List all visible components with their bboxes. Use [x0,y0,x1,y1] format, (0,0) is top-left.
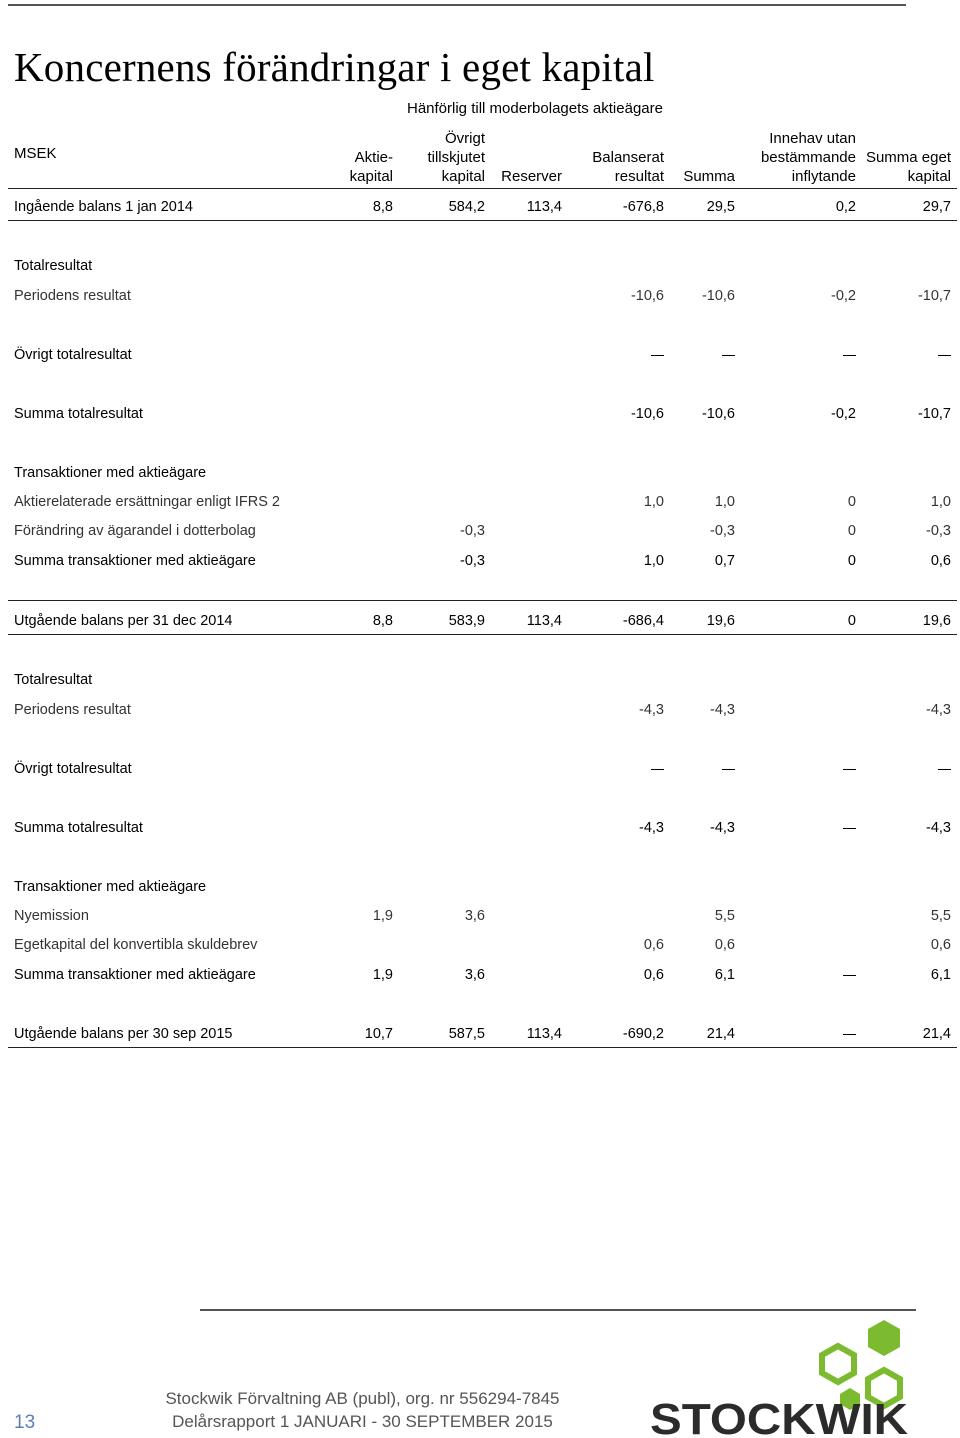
table-row [0,199,960,221]
row-label: Utgående balans per 30 sep 2015 [14,1026,233,1042]
table-rule [8,634,957,635]
table-cell: -10,6 [630,288,664,304]
table-cell: 19,6 [706,613,735,629]
col-header-msek [14,144,57,163]
row-label: Aktierelaterade ersättningar enligt IFRS 2 [14,494,280,510]
table-cell: 19,6 [922,613,951,629]
row-label: Summa transaktioner med aktieägare [14,553,256,569]
dash-mark [938,355,951,356]
dash-mark [651,355,664,356]
table-cell: 0 [847,523,856,539]
table-rule [8,1047,957,1048]
row-label: Totalresultat [14,258,93,274]
col-header-line: Summa [683,168,735,185]
dash-cell [722,347,735,363]
stockwik-logo [650,1316,912,1438]
col-header-line: kapital [349,168,393,185]
table-rule [8,220,957,221]
table-cell: 3,6 [464,967,485,983]
table-row [0,820,960,842]
table-row [0,967,960,989]
table-cell: -10,7 [917,288,951,304]
col-header-line: Övrigt [444,130,485,147]
dash-mark [843,828,856,829]
table-cell: 0,6 [930,553,951,569]
dash-cell [722,761,735,777]
table-cell: 29,7 [922,199,951,215]
table-row [0,406,960,428]
table-row [0,288,960,310]
col-header-line: Innehav utan [769,130,856,147]
table-cell: 3,6 [464,908,485,924]
row-label: Totalresultat [14,672,93,688]
table-cell: 113,4 [526,199,562,215]
table-cell: 0 [847,613,856,629]
table-cell: 1,0 [643,494,664,510]
col-header-line: inflytande [791,168,856,185]
row-label: Egetkapital del konvertibla skuldebrev [14,937,258,953]
table-cell: -10,6 [701,288,735,304]
table-cell: -676,8 [622,199,664,215]
table-cell: -10,7 [917,406,951,422]
table-cell: -0,3 [460,523,485,539]
row-label: Förändring av ägarandel i dotterbolag [14,523,256,539]
row-label: Periodens resultat [14,702,131,718]
col-header-line: Reserver [501,168,562,185]
col-header-innehav [761,129,856,186]
table-cell: 5,5 [930,908,951,924]
table-cell: 5,5 [714,908,735,924]
table-cell: 10,7 [364,1026,393,1042]
table-cell: 8,8 [372,613,393,629]
table-cell: 8,8 [372,199,393,215]
dash-cell [843,1026,856,1042]
table-cell: -4,3 [639,702,664,718]
table-cell: 1,0 [930,494,951,510]
table-cell: 21,4 [922,1026,951,1042]
table-cell: -4,3 [926,702,951,718]
dash-mark [722,769,735,770]
footer-report: Delårsrapport 1 JANUARI - 30 SEPTEMBER 2015 [172,1412,553,1431]
table-cell: 0,7 [714,553,735,569]
dash-mark [843,975,856,976]
table-row [0,347,960,369]
col-header-line: Balanserat [592,149,664,166]
row-label: Övrigt totalresultat [14,347,132,363]
table-row [0,258,960,280]
logo-hexagon [822,1346,854,1382]
table-row [0,465,960,487]
row-label: Utgående balans per 31 dec 2014 [14,613,233,629]
dash-mark [938,769,951,770]
table-row [0,1026,960,1048]
table-cell: 584,2 [448,199,485,215]
table-row [0,937,960,959]
col-header-line: kapital [907,168,951,185]
table-row [0,494,960,516]
table-cell: -4,3 [926,820,951,836]
col-header-ovrigt [427,129,485,186]
table-cell: 113,4 [526,1026,562,1042]
table-cell: 583,9 [448,613,485,629]
col-header-summa [683,167,735,186]
dash-cell [938,347,951,363]
table-cell: -4,3 [639,820,664,836]
dash-mark [722,355,735,356]
table-cell: -10,6 [701,406,735,422]
table-cell: -4,3 [710,820,735,836]
dash-mark [843,1034,856,1035]
table-row [0,702,960,724]
footer-rule [200,1309,916,1311]
col-header-line: resultat [614,168,664,185]
table-row [0,672,960,694]
row-label: Transaktioner med aktieägare [14,879,207,895]
table-cell: -4,3 [710,702,735,718]
col-header-line: bestämmande [760,149,856,166]
table-cell: 6,1 [930,967,951,983]
dash-cell [843,820,856,836]
dash-cell [843,967,856,983]
table-cell: 1,9 [372,967,393,983]
dash-cell [843,347,856,363]
dash-mark [843,355,856,356]
page-title: Koncernens förändringar i eget kapital [14,44,655,91]
row-label: Transaktioner med aktieägare [14,465,207,481]
table-row [0,523,960,545]
dash-mark [843,769,856,770]
table-row [0,613,960,635]
dash-mark [651,769,664,770]
table-cell: 0 [847,553,856,569]
page-number: 13 [14,1412,36,1433]
table-cell: 0,6 [643,967,664,983]
table-cell: -10,6 [630,406,664,422]
col-header-summa-eget [866,148,951,186]
col-header-reserver [501,167,562,186]
col-header-line: Aktie- [354,149,393,166]
table-rule [8,600,957,601]
table-cell: 1,9 [372,908,393,924]
table-row [0,879,960,901]
table-cell: -0,3 [460,553,485,569]
table-row [0,761,960,783]
table-cell: -0,2 [831,406,856,422]
logo-hexagon [868,1320,900,1356]
dash-cell [938,761,951,777]
table-cell: 6,1 [714,967,735,983]
table-cell: 29,5 [706,199,735,215]
table-cell: -690,2 [622,1026,664,1042]
row-label: Nyemission [14,908,89,924]
table-cell: 1,0 [643,553,664,569]
table-row [0,553,960,575]
table-cell: 0 [847,494,856,510]
table-cell: -0,3 [926,523,951,539]
col-header-line: tillskjutet [427,149,485,166]
table-cell: -0,3 [710,523,735,539]
col-header-aktiekapital [350,148,393,186]
table-cell: -686,4 [622,613,664,629]
dash-cell [843,761,856,777]
table-cell: 113,4 [526,613,562,629]
footer-company: Stockwik Förvaltning AB (publ), org. nr 556294-7845 [165,1389,560,1408]
table-cell: 0,6 [930,937,951,953]
table-cell: 21,4 [706,1026,735,1042]
table-cell: 0,6 [714,937,735,953]
logo-wordmark: STOCKWIK [650,1395,909,1438]
table-cell: 1,0 [714,494,735,510]
dash-cell [651,347,664,363]
col-header-balanserat [592,148,664,186]
table-cell: -0,2 [831,288,856,304]
col-header-line: Summa eget [865,149,951,166]
group-header: Hänförlig till moderbolagets aktieägare [407,100,663,117]
table-row [0,908,960,930]
row-label: Summa totalresultat [14,406,143,422]
header-rule [8,188,957,189]
top-rule [8,4,906,6]
row-label: Ingående balans 1 jan 2014 [14,199,193,215]
row-label: Summa transaktioner med aktieägare [14,967,256,983]
row-label: Summa totalresultat [14,820,143,836]
dash-cell [651,761,664,777]
table-cell: 0,2 [835,199,856,215]
table-cell: 0,6 [643,937,664,953]
row-label: Övrigt totalresultat [14,761,132,777]
row-label: Periodens resultat [14,288,131,304]
table-cell: 587,5 [448,1026,485,1042]
col-header-msek-text: MSEK [14,145,57,162]
col-header-line: kapital [441,168,485,185]
